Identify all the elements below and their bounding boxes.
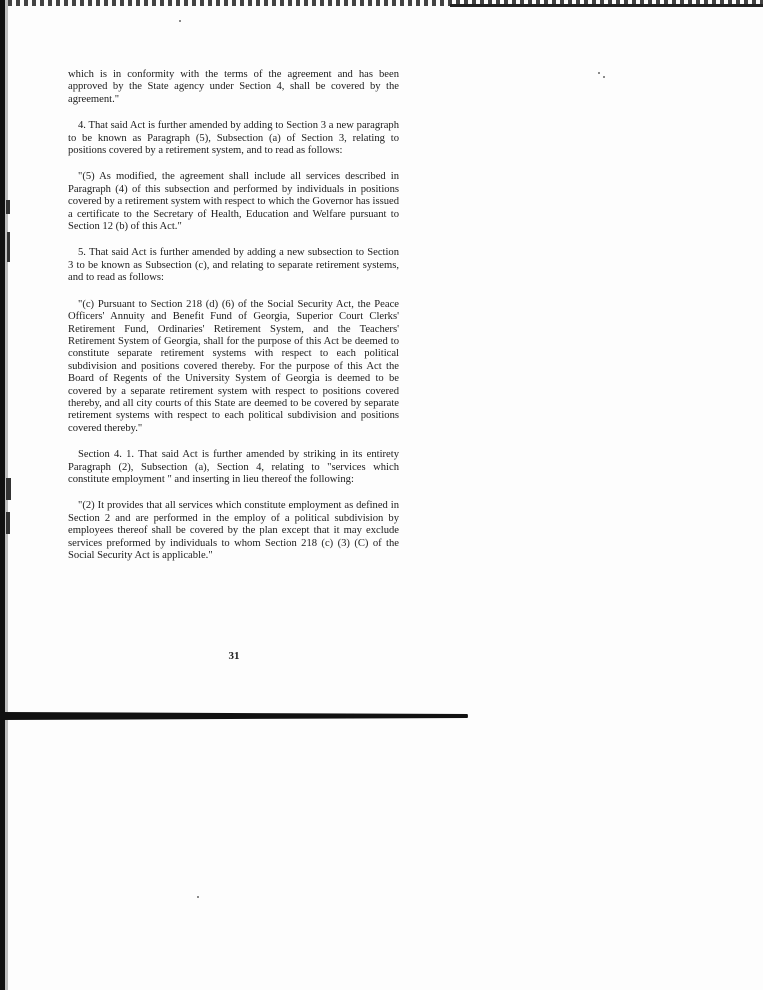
scan-speck	[197, 896, 199, 898]
paragraph-item-4: 4. That said Act is further amended by adding to Section 3 a new paragraph to be known as Paragraph (5), Subsection (a) of Section 3, relating to positions covered by a retirement system, and to read as follows:	[68, 120, 399, 157]
scan-speck	[179, 20, 181, 22]
bottom-scan-bar	[0, 712, 468, 720]
paragraph-continuation: which is in conformity with the terms of the agreement and has been approved by the State agency under Section 4, shall be covered by the agreement."	[68, 69, 399, 105]
binding-mark	[6, 478, 11, 500]
paragraph-item-5: 5. That said Act is further amended by adding a new subsection to Section 3 to be known as Subsection (c), and relating to separate retirement systems, and to read as follows:	[68, 247, 399, 284]
binding-mark	[6, 512, 10, 534]
scan-speck	[598, 72, 600, 74]
document-body	[68, 69, 399, 576]
page-number: 31	[228, 650, 240, 662]
binding-mark	[6, 200, 10, 214]
quoted-paragraph-5: "(5) As modified, the agreement shall include all services described in Paragraph (4) of this subsection and performed by individuals in positions covered by a retirement system with respect to which the Governor has issued a certificate to the Secretary of Health, Education and Welfare pursuant to Section 12 (b) of this Act."	[68, 171, 399, 233]
paragraph-section-4: Section 4. 1. That said Act is further amended by striking in its entirety Paragraph (2), Subsection (a), Section 4, relating to "services which constitute employment " and inserting in lieu thereof the following:	[68, 449, 399, 485]
quoted-paragraph-2: "(2) It provides that all services which constitute employment as defined in Section 2 and are performed in the employ of a political subdivision by employees thereof shall be covered by the plan except that it may exclude services preformed by individuals to whom Section 218 (c) (3) (C) of the Social Security Act is applicable."	[68, 500, 399, 561]
binding-mark	[7, 232, 10, 262]
top-rule-line	[450, 4, 763, 7]
scan-speck	[603, 76, 605, 78]
quoted-subsection-c: "(c) Pursuant to Section 218 (d) (6) of the Social Security Act, the Peace Officers' Annuity and Benefit Fund of Georgia, Superior Court Clerks' Retirement Fund, Ordinaries' Retirement System, and the Teachers' Retirement System of Georgia, shall for the purpose of this Act be deemed to constitute separate retirement systems with respect to each political subdivision and positions covered thereby. For the purpose of this Act the Board of Regents of the University System of Georgia is deemed to be covered by a separate retirement system with respect to positions covered thereby, and all city courts of this State are deemed to be covered by separate retirement systems with respect to each political subdivision and positions covered thereby."	[68, 298, 399, 434]
